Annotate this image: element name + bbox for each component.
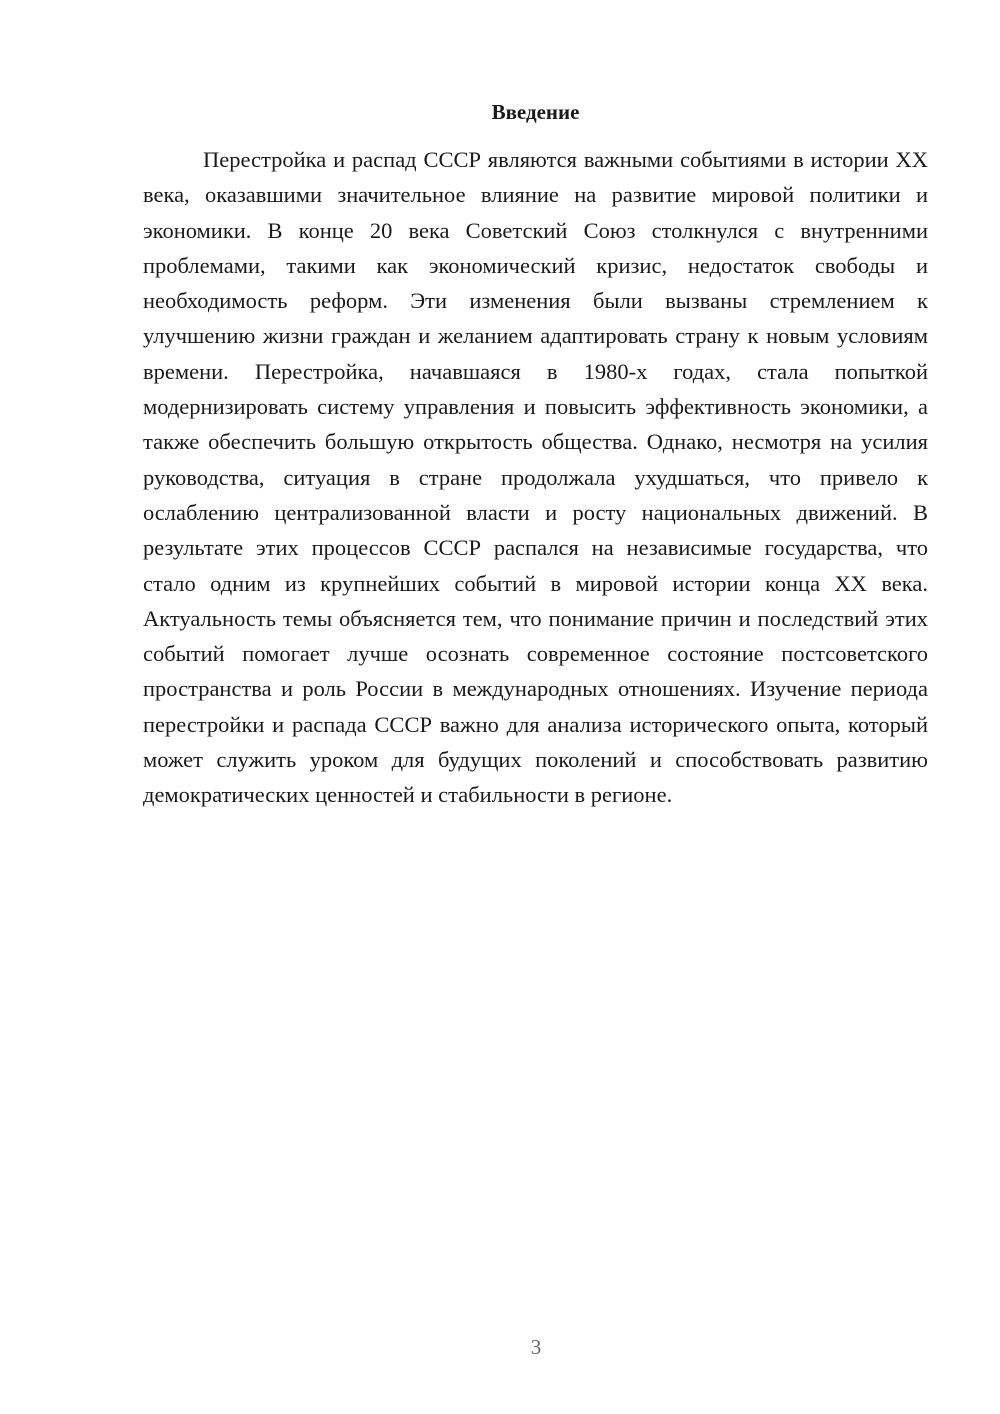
body-paragraph: Перестройка и распад СССР являются важными событиями в истории XX века, оказавшими значительное влияние на развитие мировой политики и экономики. В конце 20 века Советский Союз столкнулся с внутренними проблемами, такими как экономический кризис, недостаток свободы и необходимость реформ. Эти изменения были вызваны стремлением к улучшению жизни граждан и желанием адаптировать страну к новым условиям времени. Перестройка, начавшаяся в 1980-х годах, стала попыткой модернизировать систему управления и повысить эффективность экономики, а также обеспечить большую открытость общества. Однако, несмотря на усилия руководства, ситуация в стране продолжала ухудшаться, что привело к ослаблению централизованной власти и росту национальных движений. В результате этих процессов СССР распался на независимые государства, что стало одним из крупнейших событий в мировой истории конца XX века. Актуальность темы объясняется тем, что понимание причин и последствий этих событий помогает лучше осознать современное состояние постсоветского пространства и роль России в международных отношениях. Изучение периода перестройки и распада СССР важно для анализа исторического опыта, который может служить уроком для будущих поколений и способствовать развитию демократических ценностей и стабильности в регионе.	[143, 147, 928, 808]
section-heading: Введение	[491, 100, 580, 124]
page-number: 3	[530, 1335, 542, 1359]
